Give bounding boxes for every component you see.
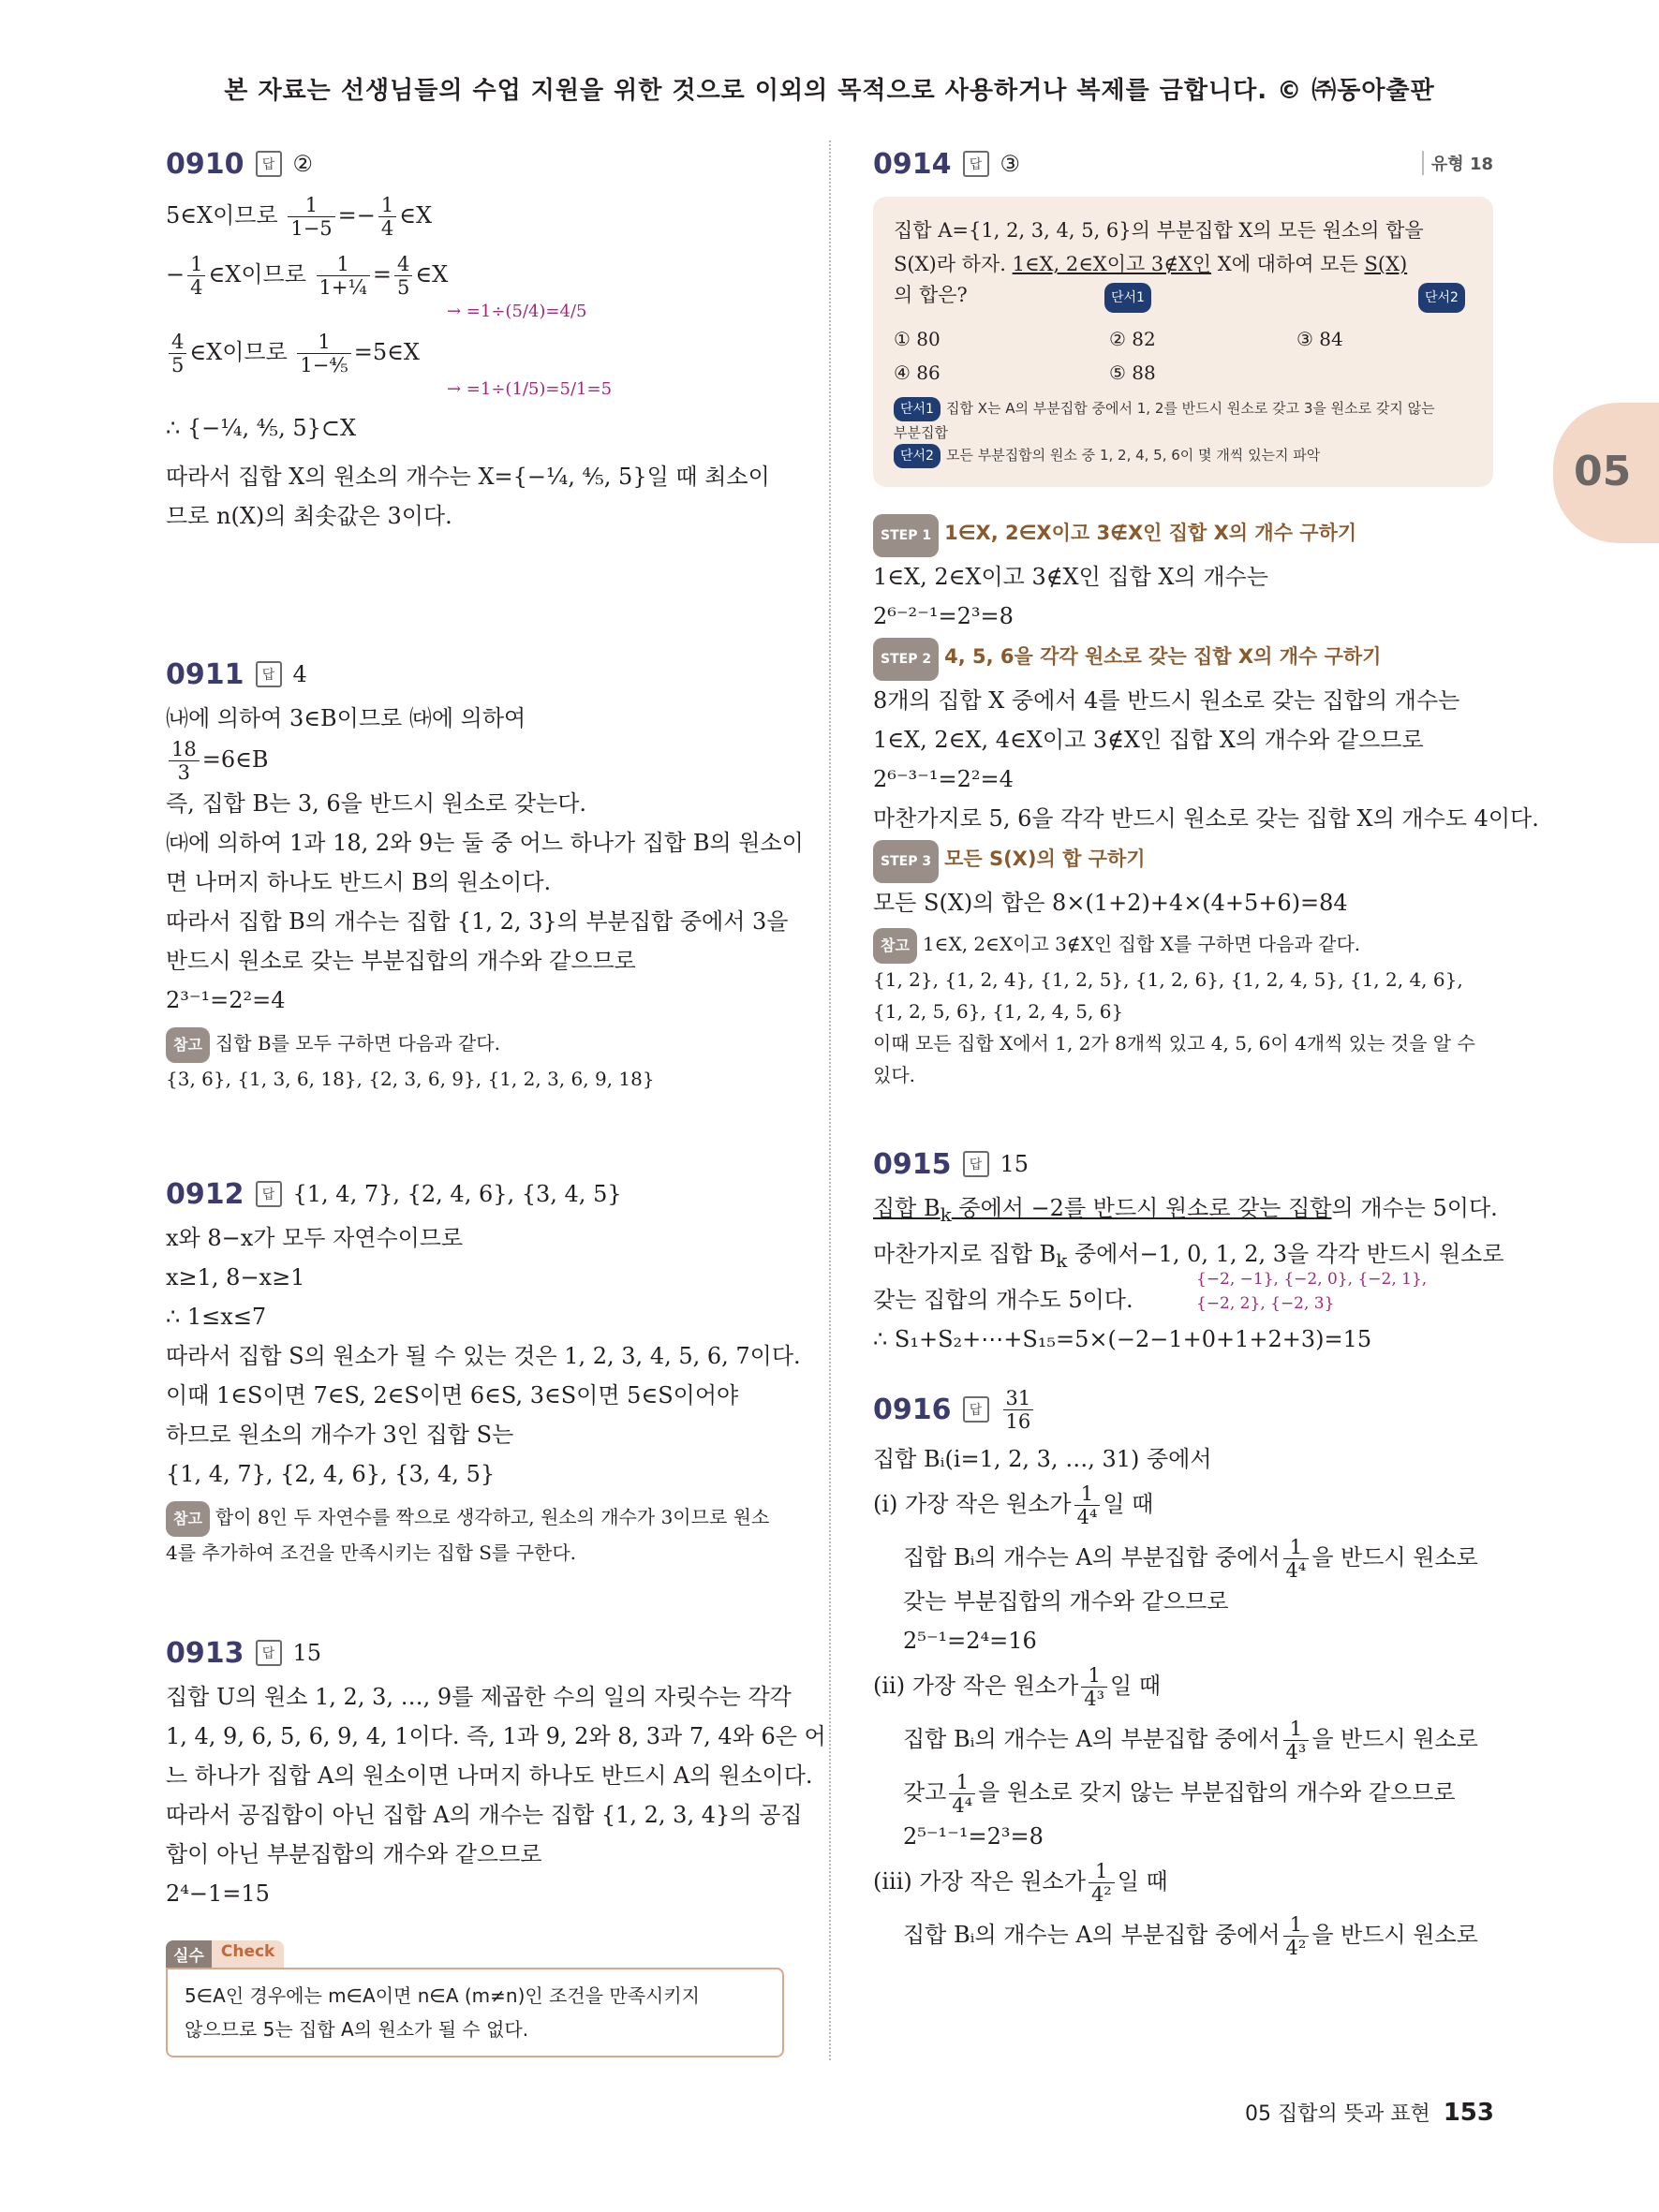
answer-fraction	[1003, 1387, 1034, 1433]
text: 중에서	[1067, 1240, 1140, 1267]
fraction	[1283, 1913, 1310, 1959]
case-iii	[873, 1860, 1493, 1906]
solution-line: ∴ 1≤x≤7	[166, 1304, 267, 1330]
problem-0910	[166, 145, 789, 536]
clue1-badge: 단서1	[1104, 283, 1151, 313]
numerator: 1	[949, 1771, 975, 1794]
solution-line: ∴ {−¼, ⅘, 5}⊂X	[166, 415, 357, 441]
text: 집합 X는 A의 부분집합 중에서 1, 2를 반드시 원소로 갖고 3을 원소로 갖지 않는	[945, 400, 1435, 417]
solution-line: 느 하나가 집합 A의 원소이면 나머지 하나도 반드시 A의 원소이다.	[166, 1762, 813, 1789]
chapter-tab-label: 05	[1574, 448, 1632, 495]
solution-line: ㈏에 의하여 3∈B이므로 ㈐에 의하여	[166, 705, 526, 731]
text: 집합 Bᵢ의 개수는 A의 부분집합 중에서	[903, 1922, 1281, 1948]
step-title: 모든 S(X)의 합 구하기	[944, 848, 1146, 870]
solution-line	[166, 194, 789, 240]
problem-0911	[166, 656, 804, 1095]
denominator: 4⁴	[1285, 1559, 1307, 1582]
page-footer	[1245, 2098, 1494, 2127]
fraction	[297, 331, 350, 376]
solution-line: 2⁶⁻²⁻¹=2³=8	[873, 603, 1014, 629]
note	[873, 928, 1493, 964]
solution-line: 합이 아닌 부분집합의 개수와 같으므로	[166, 1841, 542, 1867]
text: X에 대하여 모든	[1217, 253, 1358, 275]
text: ∈X	[399, 202, 433, 229]
clue2-badge: 단서2	[894, 444, 941, 468]
mistake-check-box	[166, 1940, 784, 2057]
solution-line	[903, 1913, 1493, 1959]
question-text: 집합 A={1, 2, 3, 4, 5, 6}의 부분집합 X의 모든 원소의 합을	[894, 219, 1424, 242]
underlined-text	[873, 1195, 1332, 1226]
text: 따라서 집합 X의 원소의 개수는 X=	[166, 464, 513, 490]
numerator: 1	[378, 194, 396, 217]
numerator: 1	[1074, 1482, 1101, 1506]
text: (i) 가장 작은 원소가	[873, 1491, 1072, 1517]
answer-icon: 답	[963, 1151, 989, 1177]
numerator: 1	[187, 253, 205, 276]
problem-header	[873, 145, 1493, 183]
text: 집합 B	[873, 1195, 941, 1221]
question-text	[894, 247, 1473, 281]
text: 을 반드시 원소로	[1311, 1544, 1478, 1571]
text: =5∈X	[353, 339, 420, 365]
text: ∈X이므로	[189, 339, 288, 365]
solution-line	[903, 1771, 1493, 1817]
case-ii	[873, 1664, 1493, 1710]
text: 의 개수는 5이다.	[1331, 1195, 1498, 1221]
note-text: 합이 8인 두 자연수를 짝으로 생각하고, 원소의 개수가 3이므로 원소	[215, 1506, 770, 1528]
text: (ii) 가장 작은 원소가	[873, 1673, 1079, 1699]
denominator: 4	[380, 217, 394, 240]
step-badge: STEP 1	[873, 514, 939, 557]
text: 5∈X이므로	[166, 202, 278, 229]
step3-header	[873, 838, 1493, 883]
text: 모든 부분집합의 원소 중 1, 2, 4, 5, 6이 몇 개씩 있는지 파악	[945, 447, 1321, 464]
pink-annotation: → =1÷(5/4)=4/5	[447, 302, 587, 321]
clue1-explanation-cont: 부분집합	[894, 424, 948, 441]
answer-value: ②	[292, 151, 314, 177]
solution-line: 면 나머지 하나도 반드시 B의 원소이다.	[166, 869, 552, 895]
denominator: 5	[171, 354, 185, 376]
numerator: 1	[1081, 1664, 1107, 1688]
numerator: 1	[297, 331, 350, 354]
mistake-body	[166, 1968, 784, 2057]
choice: ③ 84	[1296, 328, 1343, 350]
denominator: 5	[396, 276, 410, 299]
text: 일 때	[1103, 1491, 1154, 1517]
text: 일 때 최소이	[646, 464, 770, 490]
mistake-tag: 실수	[166, 1940, 212, 1968]
step1-header	[873, 512, 1493, 557]
note-text: {1, 2, 5, 6}, {1, 2, 4, 5, 6}	[873, 1000, 1124, 1023]
mistake-tags	[166, 1940, 784, 1968]
solution-line: 2⁵⁻¹=2⁴=16	[903, 1628, 1037, 1654]
solution-line: 1∈X, 2∈X, 4∈X이고 3∉X인 집합 X의 개수와 같으므로	[873, 727, 1424, 753]
fraction	[1283, 1718, 1310, 1763]
solution-line: 8개의 집합 X 중에서 4를 반드시 원소로 갖는 집합의 개수는	[873, 687, 1460, 714]
answer-choices	[894, 322, 1473, 390]
fraction	[169, 738, 200, 784]
solution-line: {1, 4, 7}, {2, 4, 6}, {3, 4, 5}	[166, 1461, 496, 1487]
solution-line: 따라서 집합 B의 개수는 집합 {1, 2, 3}의 부분집합 중에서 3을	[166, 908, 789, 935]
solution-line: 이때 1∈S이면 7∈S, 2∈S이면 6∈S, 3∈S이면 5∈S이어야	[166, 1382, 739, 1408]
fraction	[317, 253, 370, 299]
solution-line: ∴ S₁+S₂+⋯+S₁₅=5×(−2−1+0+1+2+3)=15	[873, 1325, 1372, 1352]
solution-line	[166, 253, 789, 299]
type-tag: 유형 18	[1422, 151, 1493, 175]
answer-value: ③	[1000, 151, 1021, 177]
denominator: 3	[177, 761, 191, 784]
note-tag: 참고	[873, 928, 917, 964]
check-tag: Check	[212, 1940, 285, 1968]
problem-header	[873, 1145, 1493, 1183]
mistake-text: 5∈A인 경우에는 m∈A이면 n∈A (m≠n)인 조건을 만족시키지	[185, 1984, 700, 2007]
answer-value: {1, 4, 7}, {2, 4, 6}, {3, 4, 5}	[292, 1181, 622, 1207]
solution-line	[903, 1536, 1493, 1582]
pink-annotation: {−2, −1}, {−2, 0}, {−2, 1},	[1196, 1269, 1428, 1289]
answer-icon: 답	[256, 1181, 282, 1207]
solution-line: ㈐에 의하여 1과 18, 2와 9는 둘 중 어느 하나가 집합 B의 원소이	[166, 830, 804, 856]
text: ∴	[166, 415, 181, 441]
fraction	[1074, 1482, 1101, 1528]
clue1-underline: 1∈X, 2∈X이고 3∉X인	[1012, 253, 1212, 275]
solution-line	[873, 1188, 1498, 1234]
fraction	[1081, 1664, 1107, 1710]
text: (iii) 가장 작은 원소가	[873, 1868, 1086, 1895]
text: 마찬가지로 집합 B	[873, 1240, 1057, 1267]
solution-line: 즉, 집합 B는 3, 6을 반드시 원소로 갖는다.	[166, 790, 587, 817]
solution-line: 2³⁻¹=2²=4	[166, 987, 286, 1013]
answer-icon: 답	[963, 151, 989, 177]
answer-value: 4	[292, 661, 307, 687]
text: 집합 Bᵢ의 개수는 A의 부분집합 중에서	[903, 1544, 1281, 1571]
denominator: 4⁴	[1076, 1506, 1098, 1528]
note-tag: 참고	[166, 1027, 210, 1063]
pink-annotation: {−2, 2}, {−2, 3}	[1196, 1293, 1335, 1313]
text: 을 반드시 원소로	[1311, 1726, 1478, 1752]
text: 중에서 −2를 반드시 원소로 갖는 집합	[951, 1195, 1332, 1221]
text: =	[372, 261, 392, 288]
text: 일 때	[1110, 1673, 1162, 1699]
problem-0915	[873, 1145, 1504, 1359]
problem-number: 0912	[166, 1177, 244, 1211]
denominator: 1−⅘	[300, 354, 348, 376]
solution-line: 따라서 집합 S의 원소가 될 수 있는 것은 1, 2, 3, 4, 5, 6, 7이다.	[166, 1343, 801, 1369]
step2-header	[873, 636, 1493, 681]
text: 을 반드시 원소로	[1311, 1922, 1478, 1948]
solution-line: 1∈X, 2∈X이고 3∉X인 집합 X의 개수는	[873, 564, 1268, 590]
solution-line: x≥1, 8−x≥1	[166, 1264, 305, 1290]
answer-value: 15	[292, 1640, 322, 1666]
clue2-badge: 단서2	[1418, 283, 1465, 313]
problem-header	[166, 145, 789, 183]
solution-line	[903, 1718, 1493, 1763]
subscript: k	[940, 1202, 952, 1226]
numerator: 4	[169, 331, 186, 354]
note-text: 이때 모든 집합 X에서 1, 2가 8개씩 있고 4, 5, 6이 4개씩 있는 것을 알 수	[873, 1032, 1475, 1054]
solution-line: 갖는 부분집합의 개수와 같으므로	[903, 1588, 1229, 1615]
clue1-badge: 단서1	[894, 397, 941, 421]
denominator: 4³	[1285, 1741, 1307, 1763]
text: =6∈B	[201, 746, 269, 773]
note	[166, 1027, 789, 1063]
solution-line: 1, 4, 9, 6, 5, 6, 9, 4, 1이다. 즉, 1과 9, 2와 8, 3과 7, 4와 6은 어	[166, 1723, 826, 1749]
numerator: 1	[317, 253, 370, 276]
mistake-text: 않으므로 5는 집합 A의 원소가 될 수 없다.	[185, 2018, 529, 2041]
solution-line	[166, 738, 789, 784]
problem-0914	[873, 145, 1539, 1086]
text: ∈X이므로	[208, 261, 306, 288]
answer-value: 15	[1000, 1151, 1029, 1177]
problem-number: 0915	[873, 1147, 952, 1181]
problem-number: 0914	[873, 147, 952, 181]
pink-annotation: → =1÷(1/5)=5/1=5	[447, 379, 613, 399]
problem-number: 0916	[873, 1393, 952, 1426]
problem-0913	[166, 1634, 826, 1913]
answer-icon: 답	[256, 661, 282, 687]
problem-0916	[873, 1386, 1493, 1959]
numerator: 4	[394, 253, 412, 276]
problem-header	[166, 656, 789, 693]
text: S(X)라 하자.	[894, 253, 1006, 275]
clue2-underline: S(X)	[1364, 253, 1408, 275]
solution-line: 따라서 집합 X의 원소의 개수는 X={−¼, ⅘, 5}일 때 최소이	[166, 464, 770, 490]
fraction	[378, 194, 396, 240]
solution-line	[873, 1269, 1493, 1320]
text: ∈X	[415, 261, 449, 288]
text: 갖고	[903, 1779, 947, 1806]
problem-number: 0910	[166, 147, 244, 181]
solution-0914	[873, 512, 1539, 1091]
solution-line: 모든 S(X)의 합은 8×(1+2)+4×(4+5+6)=84	[873, 890, 1348, 916]
problem-header	[166, 1634, 789, 1672]
choice: ① 80	[894, 328, 941, 350]
solution-line: 집합 U의 원소 1, 2, 3, …, 9를 제곱한 수의 일의 자릿수는 각각	[166, 1684, 792, 1710]
subscript: k	[1056, 1248, 1068, 1272]
page-number: 153	[1443, 2099, 1494, 2127]
answer-icon: 답	[256, 1640, 282, 1666]
problem-number: 0913	[166, 1636, 244, 1670]
solution-line: x와 8−x가 모두 자연수이므로	[166, 1225, 464, 1251]
fraction	[1283, 1536, 1310, 1582]
numerator: 1	[1089, 1860, 1115, 1883]
fraction	[1089, 1860, 1115, 1906]
choice: ④ 86	[894, 361, 941, 384]
denominator: 4⁴	[952, 1794, 973, 1817]
solution-line: 하므로 원소의 개수가 3인 집합 S는	[166, 1422, 514, 1448]
numerator: 1	[288, 194, 334, 217]
case-i	[873, 1482, 1493, 1528]
step-title: 4, 5, 6을 각각 원소로 갖는 집합 X의 개수 구하기	[944, 645, 1382, 668]
note-text: 1∈X, 2∈X이고 3∉X인 집합 X를 구하면 다음과 같다.	[922, 933, 1361, 955]
denominator: 4²	[1090, 1883, 1112, 1906]
copyright-notice: 본 자료는 선생님들의 수업 지원을 위한 것으로 이외의 목적으로 사용하거나 복제를 금합니다. © ㈜동아출판	[224, 77, 1435, 105]
solution-line: 반드시 원소로 갖는 부분집합의 개수와 같으므로	[166, 948, 636, 974]
note-text: 있다.	[873, 1064, 915, 1086]
text: 을 원소로 갖지 않는 부분집합의 개수와 같으므로	[978, 1779, 1456, 1806]
text: 일 때	[1117, 1868, 1168, 1895]
note-text: {3, 6}, {1, 3, 6, 18}, {2, 3, 6, 9}, {1, 2, 3, 6, 9, 18}	[166, 1068, 655, 1090]
fraction	[288, 194, 334, 240]
numerator: 18	[169, 738, 200, 761]
denominator: 4²	[1285, 1937, 1307, 1959]
problem-0912	[166, 1175, 801, 1569]
clue2-explanation	[894, 444, 1473, 468]
problem-header	[166, 1175, 789, 1213]
answer-icon: 답	[963, 1396, 989, 1423]
numerator: 31	[1003, 1387, 1034, 1410]
note-text: {1, 2}, {1, 2, 4}, {1, 2, 5}, {1, 2, 6}, {1, 2, 4, 5}, {1, 2, 4, 6},	[873, 968, 1463, 991]
text: 의 합은?	[894, 284, 968, 306]
fraction	[394, 253, 412, 299]
text: =−	[337, 202, 376, 229]
solution-line	[166, 331, 789, 376]
solution-line: 2⁶⁻³⁻¹=2²=4	[873, 766, 1014, 792]
step-badge: STEP 2	[873, 638, 939, 681]
numerator: 1	[1283, 1718, 1310, 1741]
note-text: 집합 B를 모두 구하면 다음과 같다.	[215, 1032, 500, 1054]
solution-line: 므로 n(X)의 최솟값은 3이다.	[166, 503, 452, 529]
note-tag: 참고	[166, 1501, 210, 1537]
denominator: 16	[1005, 1409, 1031, 1433]
column-divider	[829, 140, 831, 2060]
step-badge: STEP 3	[873, 840, 939, 883]
denominator: 1+¼	[318, 276, 367, 299]
solution-line: 2⁴−1=15	[166, 1880, 270, 1907]
choice: ② 82	[1109, 328, 1156, 350]
denominator: 4	[190, 276, 203, 299]
clue1-explanation	[894, 397, 1473, 421]
note	[166, 1501, 789, 1537]
numerator: 1	[1283, 1913, 1310, 1937]
question-box	[873, 197, 1493, 487]
solution-line: 따라서 공집합이 아닌 집합 A의 개수는 집합 {1, 2, 3, 4}의 공집	[166, 1802, 803, 1828]
answer-icon: 답	[256, 151, 282, 177]
choice: ⑤ 88	[1109, 361, 1156, 384]
chapter-tab	[1553, 403, 1659, 543]
step-title: 1∈X, 2∈X이고 3∉X인 집합 X의 개수 구하기	[944, 522, 1357, 544]
solution-line: 2⁵⁻¹⁻¹=2³=8	[903, 1823, 1044, 1850]
denominator: 1−5	[290, 217, 333, 240]
text: −	[166, 261, 185, 288]
solution-line: 집합 Bᵢ(i=1, 2, 3, …, 31) 중에서	[873, 1446, 1212, 1472]
text: ⊂X	[320, 415, 357, 441]
numerator: 1	[1283, 1536, 1310, 1559]
problem-number: 0911	[166, 657, 244, 691]
problem-header	[873, 1386, 1493, 1433]
fraction	[949, 1771, 975, 1817]
text: −1, 0, 1, 2, 3을 각각 반드시 원소로	[1139, 1240, 1504, 1267]
denominator: 4³	[1084, 1688, 1105, 1710]
text: 집합 Bᵢ의 개수는 A의 부분집합 중에서	[903, 1726, 1281, 1752]
text: 갖는 집합의 개수도 5이다.	[873, 1286, 1133, 1313]
fraction	[187, 253, 205, 299]
note-text: 4를 추가하여 조건을 만족시키는 집합 S를 구한다.	[166, 1541, 577, 1564]
fraction	[169, 331, 186, 376]
question-text	[894, 281, 1473, 309]
footer-chapter: 05 집합의 뜻과 표현	[1244, 2102, 1430, 2126]
solution-line: 마찬가지로 5, 6을 각각 반드시 원소로 갖는 집합 X의 개수도 4이다.	[873, 805, 1539, 832]
